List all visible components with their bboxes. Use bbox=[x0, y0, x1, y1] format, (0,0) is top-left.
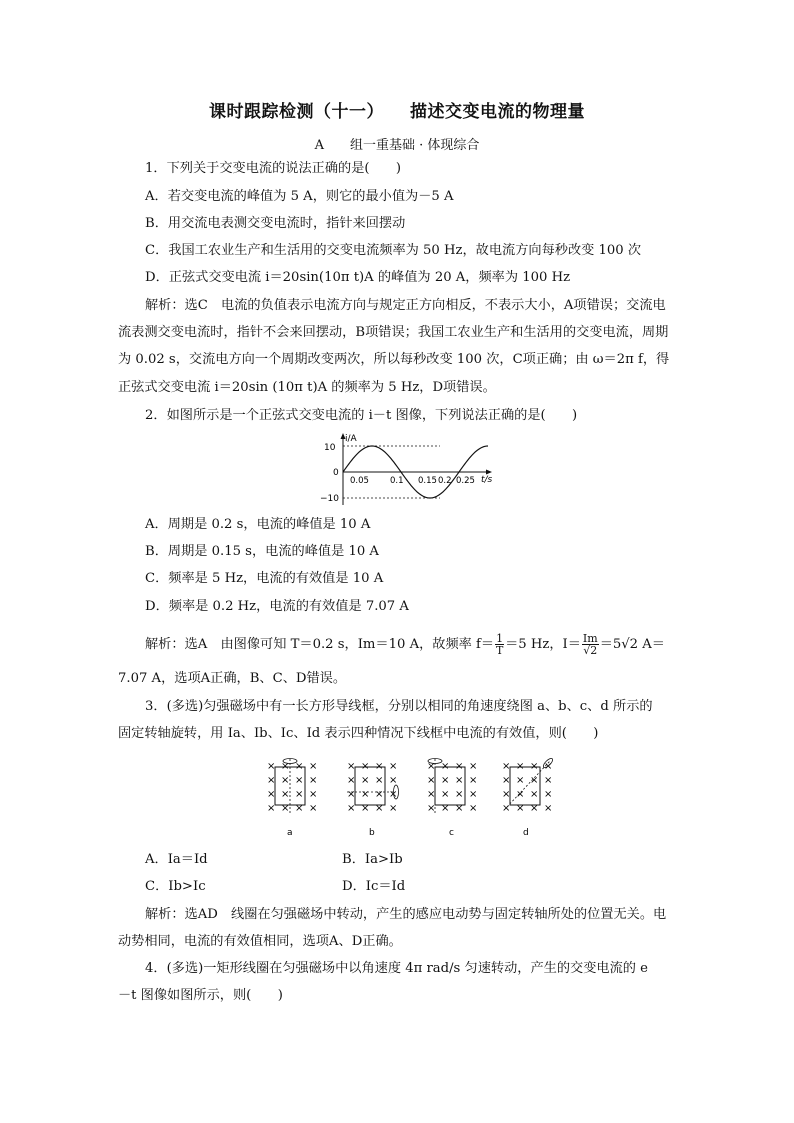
q2-analysis-line2: 7.07 A，选项A正确，B、C、D错误。 bbox=[118, 671, 347, 686]
q1-analysis-text: 解析：选C 电流的负值表示电流方向与规定正方向相反，不表示大小，A项错误；交流电流表测交变电流时，指针不会来回摆动，B项错误；我国工农业生产和生活用的交变电流，周期为 0.02 s，交流电方向一个周期改变两次，所以每秒改变 100 次，C项正确；由 ω＝2π f，得正弦式交变电流 i＝20sin (10π t)A 的频率为 5 Hz，D项错误。 bbox=[118, 298, 670, 395]
title-right: 描述交变电流的物理量 bbox=[410, 102, 585, 122]
field-cross-1: × bbox=[375, 775, 384, 786]
field-cross-0: × bbox=[281, 775, 290, 786]
q3-option-c: C．Ib>Ic bbox=[145, 879, 206, 894]
q3-analysis bbox=[118, 901, 678, 955]
q1-option-d: D．正弦式交变电流 i＝20sin(10π t)A 的峰值为 20 A，频率为 100 Hz bbox=[145, 270, 571, 285]
field-cross-2: × bbox=[441, 775, 450, 786]
field-cross-1: × bbox=[389, 775, 398, 786]
field-cross-2: × bbox=[441, 803, 450, 814]
q1-option-b: B．用交流电表测交变电流时，指针来回摆动 bbox=[145, 216, 406, 231]
graph-xtick-3: 0.15 bbox=[418, 476, 437, 486]
field-cross-0: × bbox=[267, 761, 276, 772]
frac2-denominator: √2 bbox=[583, 644, 598, 657]
page-title bbox=[0, 97, 794, 122]
q2-option-c: C．频率是 5 Hz，电流的有效值是 10 A bbox=[145, 571, 384, 586]
field-cross-2: × bbox=[469, 761, 478, 772]
field-cross-0: × bbox=[281, 803, 290, 814]
q3-analysis-text: 解析：选AD 线圈在匀强磁场中转动，产生的感应电动势与固定转轴所处的位置无关。电动势相同，电流的有效值相同，选项A、D正确。 bbox=[118, 907, 667, 950]
q2-analysis-line1 bbox=[145, 633, 665, 656]
q3-coil-figures bbox=[255, 755, 565, 840]
graph-xtick-5: 0.25 bbox=[456, 476, 475, 486]
q2-analysis-part3: ＝5√2 A＝ bbox=[599, 637, 665, 652]
figure-label-b: b bbox=[369, 828, 375, 838]
graph-xtick-4: 0.2 bbox=[438, 476, 452, 486]
field-cross-1: × bbox=[389, 803, 398, 814]
field-cross-3: × bbox=[502, 775, 511, 786]
field-cross-0: × bbox=[267, 789, 276, 800]
q2-frac-Im-over-root2 bbox=[582, 633, 599, 656]
field-cross-0: × bbox=[267, 803, 276, 814]
graph-ytick-top: 10 bbox=[324, 443, 336, 453]
field-cross-0: × bbox=[309, 775, 318, 786]
section-letter: A bbox=[314, 138, 324, 153]
frac1-denominator: T bbox=[495, 644, 504, 657]
section-heading bbox=[0, 134, 794, 153]
field-cross-3: × bbox=[516, 789, 525, 800]
q2-analysis-part2: ＝5 Hz，I＝ bbox=[505, 637, 581, 652]
field-cross-0: × bbox=[295, 761, 304, 772]
field-cross-1: × bbox=[347, 789, 356, 800]
q4-stem-2: －t 图像如图所示，则( ) bbox=[118, 988, 283, 1003]
field-cross-0: × bbox=[309, 789, 318, 800]
field-cross-3: × bbox=[544, 803, 553, 814]
q2-sine-graph bbox=[320, 430, 510, 510]
field-cross-2: × bbox=[427, 789, 436, 800]
field-cross-2: × bbox=[455, 775, 464, 786]
frac1-numerator: 1 bbox=[496, 632, 504, 645]
field-cross-1: × bbox=[375, 789, 384, 800]
field-cross-3: × bbox=[544, 789, 553, 800]
field-cross-3: × bbox=[530, 761, 539, 772]
field-cross-1: × bbox=[361, 761, 370, 772]
graph-x-arrow bbox=[486, 470, 492, 475]
field-cross-2: × bbox=[455, 761, 464, 772]
field-cross-3: × bbox=[530, 789, 539, 800]
q3-option-d: D．Ic＝Id bbox=[342, 879, 406, 894]
field-cross-2: × bbox=[455, 789, 464, 800]
graph-xlabel: t/s bbox=[481, 475, 493, 485]
field-cross-2: × bbox=[469, 803, 478, 814]
field-cross-2: × bbox=[427, 761, 436, 772]
field-cross-1: × bbox=[347, 775, 356, 786]
field-cross-2: × bbox=[427, 803, 436, 814]
q1-analysis bbox=[118, 292, 678, 401]
field-cross-1: × bbox=[389, 789, 398, 800]
figure-label-a: a bbox=[287, 828, 293, 838]
q2-option-b: B．周期是 0.15 s，电流的峰值是 10 A bbox=[145, 544, 379, 559]
section-name: 组一重基础 · 体现综合 bbox=[349, 138, 480, 153]
field-cross-1: × bbox=[361, 789, 370, 800]
field-cross-3: × bbox=[516, 803, 525, 814]
field-cross-2: × bbox=[441, 761, 450, 772]
q1-stem: 1．下列关于交变电流的说法正确的是( ) bbox=[145, 161, 402, 176]
field-cross-3: × bbox=[516, 775, 525, 786]
graph-xtick-1: 0.05 bbox=[350, 476, 369, 486]
field-cross-0: × bbox=[309, 803, 318, 814]
q4-stem-1: 4．(多选)一矩形线圈在匀强磁场中以角速度 4π rad/s 匀速转动，产生的交变电流的 e bbox=[145, 961, 648, 976]
field-cross-1: × bbox=[361, 803, 370, 814]
q2-analysis-part1: 解析：选A 由图像可知 T＝0.2 s，Im＝10 A，故频率 f＝ bbox=[145, 637, 495, 652]
figure-label-d: d bbox=[523, 828, 529, 838]
q1-option-a: A．若交变电流的峰值为 5 A，则它的最小值为－5 A bbox=[145, 189, 454, 204]
q3-stem-1: 3．(多选)匀强磁场中有一长方形导线框，分别以相同的角速度绕图 a、b、c、d 所示的 bbox=[145, 699, 653, 714]
field-cross-3: × bbox=[544, 761, 553, 772]
field-cross-1: × bbox=[375, 761, 384, 772]
field-cross-1: × bbox=[375, 803, 384, 814]
field-cross-2: × bbox=[469, 775, 478, 786]
q2-frac-1-over-T bbox=[495, 633, 504, 656]
field-cross-0: × bbox=[281, 761, 290, 772]
field-cross-3: × bbox=[502, 803, 511, 814]
q3-option-a: A．Ia＝Id bbox=[145, 852, 208, 867]
q3-option-b: B．Ia>Ib bbox=[342, 852, 403, 867]
field-cross-1: × bbox=[389, 761, 398, 772]
field-cross-3: × bbox=[516, 761, 525, 772]
field-cross-0: × bbox=[281, 789, 290, 800]
q1-option-c: C．我国工农业生产和生活用的交变电流频率为 50 Hz，故电流方向每秒改变 100 次 bbox=[145, 243, 642, 258]
field-cross-2: × bbox=[441, 789, 450, 800]
field-cross-1: × bbox=[347, 803, 356, 814]
field-cross-0: × bbox=[295, 803, 304, 814]
field-cross-3: × bbox=[502, 761, 511, 772]
field-cross-3: × bbox=[544, 775, 553, 786]
field-cross-0: × bbox=[309, 761, 318, 772]
field-cross-1: × bbox=[347, 761, 356, 772]
q2-option-d: D．频率是 0.2 Hz，电流的有效值是 7.07 A bbox=[145, 599, 409, 614]
q3-stem-2: 固定转轴旋转，用 Ia、Ib、Ic、Id 表示四种情况下线框中电流的有效值，则( ) bbox=[118, 726, 599, 741]
field-cross-0: × bbox=[267, 775, 276, 786]
graph-ylabel: i/A bbox=[345, 434, 357, 444]
field-cross-0: × bbox=[295, 789, 304, 800]
frac2-numerator: Im bbox=[582, 632, 598, 645]
field-cross-3: × bbox=[530, 775, 539, 786]
graph-ytick-zero: 0 bbox=[333, 468, 339, 478]
field-cross-2: × bbox=[427, 775, 436, 786]
field-cross-0: × bbox=[295, 775, 304, 786]
q2-option-a: A．周期是 0.2 s，电流的峰值是 10 A bbox=[145, 517, 371, 532]
field-cross-2: × bbox=[455, 803, 464, 814]
field-cross-3: × bbox=[530, 803, 539, 814]
field-cross-3: × bbox=[502, 789, 511, 800]
field-cross-1: × bbox=[361, 775, 370, 786]
figure-label-c: c bbox=[449, 828, 454, 838]
field-cross-2: × bbox=[469, 789, 478, 800]
graph-xtick-2: 0.1 bbox=[390, 476, 404, 486]
title-left: 课时跟踪检测（十一） bbox=[209, 102, 384, 122]
graph-ytick-bottom: −10 bbox=[320, 494, 339, 504]
q2-stem: 2．如图所示是一个正弦式交变电流的 i－t 图像，下列说法正确的是( ) bbox=[145, 408, 578, 423]
